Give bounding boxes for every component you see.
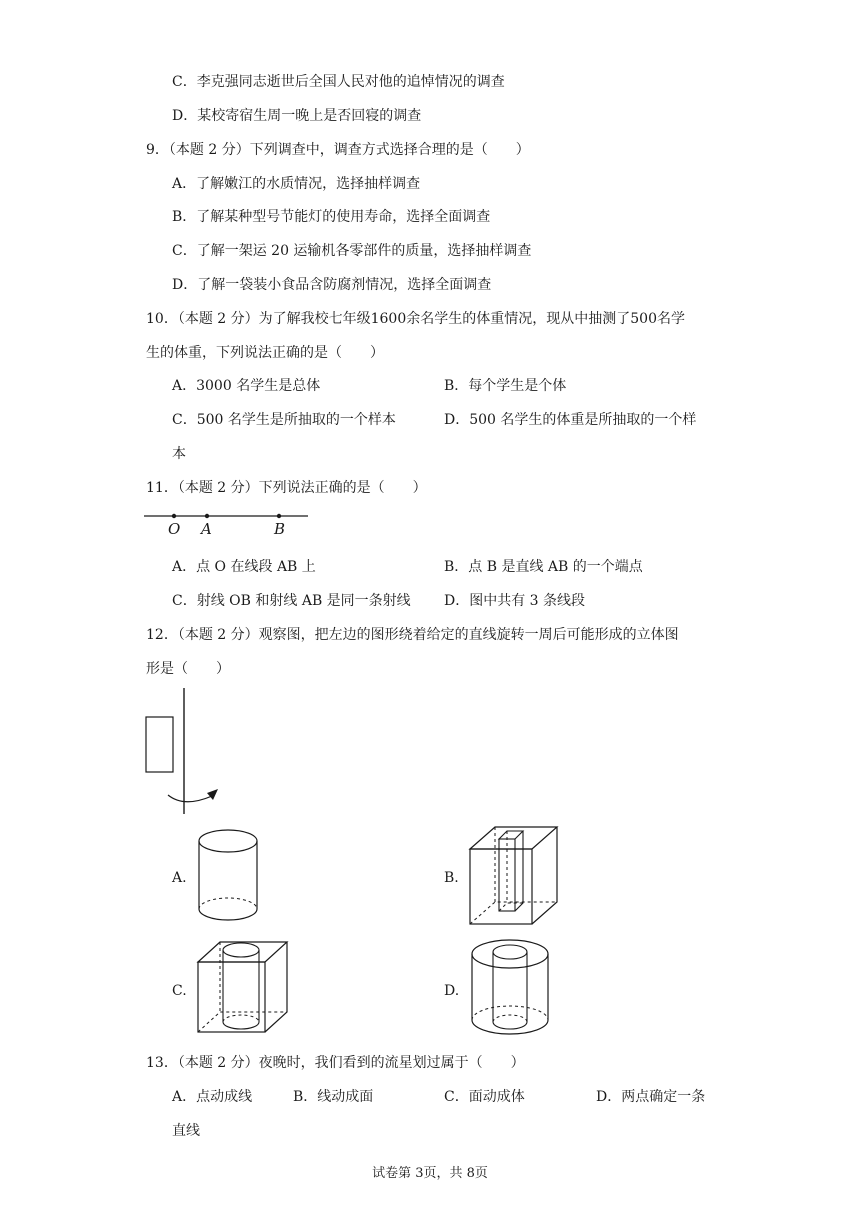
q10-option-c: C．500 名学生是所抽取的一个样本 bbox=[172, 412, 396, 428]
q9-option-c: C．了解一架运 20 运输机各零部件的质量，选择抽样调查 bbox=[172, 243, 532, 259]
point-o-dot bbox=[172, 514, 176, 518]
page-footer: 试卷第 3页，共 8页 bbox=[372, 1166, 488, 1181]
q8-option-d: D．某校寄宿生周一晚上是否回寝的调查 bbox=[172, 108, 422, 124]
q9-option-b: B．了解某种型号节能灯的使用寿命，选择全面调查 bbox=[172, 209, 491, 225]
q13-option-d-line1: D．两点确定一条 bbox=[596, 1089, 706, 1105]
q12-option-b-label: B. bbox=[444, 870, 459, 886]
q11-option-a: A．点 O 在线段 AB 上 bbox=[172, 559, 316, 575]
q13-option-b: B．线动成面 bbox=[293, 1089, 374, 1105]
q9-stem: 9．（本题 2 分）下列调查中，调查方式选择合理的是（ ） bbox=[146, 142, 530, 158]
q13-option-d-line2: 直线 bbox=[172, 1123, 200, 1139]
q10-stem-line2: 生的体重，下列说法正确的是（ ） bbox=[146, 345, 384, 361]
arrowhead-icon bbox=[207, 789, 218, 800]
q9-option-a: A．了解嫩江的水质情况，选择抽样调查 bbox=[172, 176, 421, 192]
q11-option-d: D．图中共有 3 条线段 bbox=[444, 593, 586, 609]
q11-option-c: C．射线 OB 和射线 AB 是同一条射线 bbox=[172, 593, 411, 609]
q13-option-a: A．点动成线 bbox=[172, 1089, 253, 1105]
q8-option-c: C．李克强同志逝世后全国人民对他的追悼情况的调查 bbox=[172, 74, 505, 90]
cube-with-cylinder-figure bbox=[195, 938, 295, 1038]
q11-option-b: B．点 B 是直线 AB 的一个端点 bbox=[444, 559, 643, 575]
point-b-dot bbox=[277, 514, 281, 518]
q10-option-a: A．3000 名学生是总体 bbox=[172, 378, 321, 394]
cube-with-prism-figure bbox=[467, 824, 567, 934]
q12-stem-line1: 12．（本题 2 分）观察图，把左边的图形绕着给定的直线旋转一周后可能形成的立体图 bbox=[146, 627, 679, 643]
cylinder-figure bbox=[197, 828, 267, 928]
q12-rotation-figure bbox=[140, 688, 220, 818]
hollow-cylinder-figure bbox=[470, 936, 560, 1040]
point-o-label: O bbox=[168, 520, 181, 538]
q10-option-b: B．每个学生是个体 bbox=[444, 378, 567, 394]
q10-option-d-line2: 本 bbox=[172, 446, 186, 462]
q13-option-c: C．面动成体 bbox=[444, 1089, 525, 1105]
q12-option-a-label: A. bbox=[172, 870, 187, 886]
rectangle-shape bbox=[146, 717, 173, 772]
rotation-arrow-icon bbox=[168, 795, 212, 802]
q9-option-d: D．了解一袋装小食品含防腐剂情况，选择全面调查 bbox=[172, 277, 492, 293]
q12-option-c-label: C. bbox=[172, 983, 187, 999]
point-a-dot bbox=[205, 514, 209, 518]
q12-option-d-label: D. bbox=[444, 983, 460, 999]
point-b-label: B bbox=[274, 520, 286, 538]
q10-stem-line1: 10．（本题 2 分）为了解我校七年级1600余名学生的体重情况，现从中抽测了500名学 bbox=[146, 311, 685, 327]
q13-stem: 13．（本题 2 分）夜晚时，我们看到的流星划过属于（ ） bbox=[146, 1055, 525, 1071]
q11-stem: 11．（本题 2 分）下列说法正确的是（ ） bbox=[146, 480, 427, 496]
q10-option-d-line1: D．500 名学生的体重是所抽取的一个样 bbox=[444, 412, 697, 428]
q12-stem-line2: 形是（ ） bbox=[146, 661, 230, 677]
point-a-label: A bbox=[201, 520, 212, 538]
